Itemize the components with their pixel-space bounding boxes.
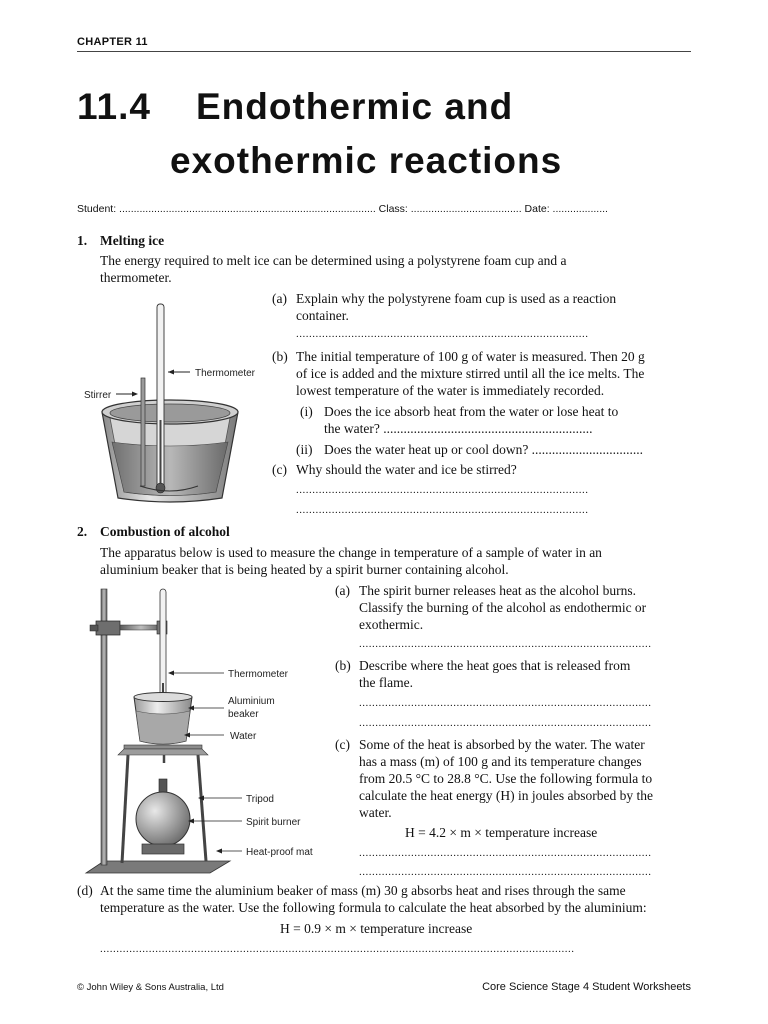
q2c-text-line-5: water. [359,805,392,820]
q2d-label: (d) [77,883,93,898]
stirrer-rod [141,378,145,486]
q2-burner-label: Spirit burner [246,817,301,828]
q1b-text-line-2: of ice is added and the mixture stirred until all the ice melts. The [296,366,645,381]
footer-book-title: Core Science Stage 4 Student Worksheets [482,981,691,993]
q1bii-text: Does the water heat up or cool down? ................................. [324,442,644,457]
q1c-answer-line-2[interactable]: .......................................................................................... [296,504,589,516]
q2d-formula: H = 0.9 × m × temperature increase [280,921,473,936]
q2-thermometer-label: Thermometer [228,669,289,680]
q1c-text: Why should the water and ice be stirred? [296,462,517,477]
clamp-arm [120,625,162,630]
q2b-label: (b) [335,658,351,673]
q2-beaker-label-line-1: Aluminium [228,696,275,707]
gauze-mat [124,745,202,749]
heat-proof-mat [86,861,230,873]
q2b-answer-line-1[interactable]: .......................................................................................... [359,697,652,709]
q2c-label: (c) [335,737,350,752]
q2-number: 2. [77,524,88,539]
spirit-burner [136,792,190,846]
q1bi-text-line-2: the water? .............................................................. [324,421,593,436]
q2a-text-line-2: Classify the burning of the alcohol as endothermic or [359,600,647,615]
q1bii-label: (ii) [296,442,313,457]
q1c-label: (c) [272,462,287,477]
q1-heading: Melting ice [100,233,165,248]
q1a-label: (a) [272,291,287,306]
burner-wick [159,779,167,793]
q2-water-label: Water [230,731,257,742]
q2-mat-label: Heat-proof mat [246,847,313,858]
q1a-answer-line[interactable]: .......................................................................................... [296,328,589,340]
q1b-text-line-3: lowest temperature of the water is immediately recorded. [296,383,605,398]
clamp-boss [96,621,120,635]
q2a-text-line-1: The spirit burner releases heat as the alcohol burns. [359,583,637,598]
q2d-text-line-2: temperature as the water. Use the following formula to calculate the heat absorbed by the aluminium: [100,900,647,915]
q2c-formula: H = 4.2 × m × temperature increase [405,825,598,840]
q2a-text-line-3: exothermic. [359,617,424,632]
q2c-text-line-3: from 20.5 °C to 28.8 °C. Use the following formula to [359,771,653,786]
q2-intro-line-1: The apparatus below is used to measure the change in temperature of a sample of water in an [100,545,602,560]
q2c-answer-line-2[interactable]: .......................................................................................... [359,866,652,878]
q1bi-label: (i) [300,404,313,419]
q1-intro-line-1: The energy required to melt ice can be determined using a polystyrene foam cup and a [100,253,567,268]
q2b-text-line-2: the flame. [359,675,413,690]
footer-copyright: © John Wiley & Sons Australia, Ltd [77,982,224,993]
chapter-label: CHAPTER 11 [77,36,148,48]
q2d-answer-line[interactable]: .................................................................................................................................................. [100,943,575,955]
foam-cup-figure [80,300,265,510]
section-number: 11.4 [77,86,151,127]
q2b-text-line-1: Describe where the heat goes that is released from [359,658,631,673]
q1-thermometer-label: Thermometer [195,368,256,379]
page-title-line-2: exothermic reactions [170,140,563,181]
q1a-text-line-1: Explain why the polystyrene foam cup is used as a reaction [296,291,617,306]
q1-intro-line-2: thermometer. [100,270,172,285]
q2c-answer-line-1[interactable]: .......................................................................................... [359,847,652,859]
q1-stirrer-label: Stirrer [84,390,112,401]
q2-heading: Combustion of alcohol [100,524,230,539]
tripod-leg [122,755,128,863]
q2c-text-line-4: calculate the heat energy (H) in joules absorbed by the [359,788,654,803]
q2-tripod-label: Tripod [246,794,274,805]
q2d-text-line-1: At the same time the aluminium beaker of mass (m) 30 g absorbs heat and rises through the same [100,883,626,898]
q1b-text-line-1: The initial temperature of 100 g of water is measured. Then 20 g [296,349,645,364]
q2c-text-line-2: has a mass (m) of 100 g and its temperature changes [359,754,642,769]
q1a-text-line-2: container. [296,308,349,323]
q1bi-text-line-1: Does the ice absorb heat from the water or lose heat to [324,404,619,419]
student-info-line: Student: ........................................................................................ Class: ...................................... Date: ................... [77,203,608,215]
q1b-label: (b) [272,349,288,364]
q1c-answer-line-1[interactable]: .......................................................................................... [296,484,589,496]
q2a-label: (a) [335,583,350,598]
tripod-leg [198,755,206,861]
q2b-answer-line-2[interactable]: .......................................................................................... [359,717,652,729]
q2a-answer-line[interactable]: .......................................................................................... [359,638,652,650]
q2-beaker-label-line-2: beaker [228,709,259,720]
header-divider [77,51,691,52]
q2c-text-line-1: Some of the heat is absorbed by the water. The water [359,737,645,752]
page-title-line-1: Endothermic and [196,86,514,127]
q2-intro-line-2: aluminium beaker that is being heated by a spirit burner containing alcohol. [100,562,509,577]
combustion-apparatus-figure [84,583,330,878]
q1-number: 1. [77,233,88,248]
